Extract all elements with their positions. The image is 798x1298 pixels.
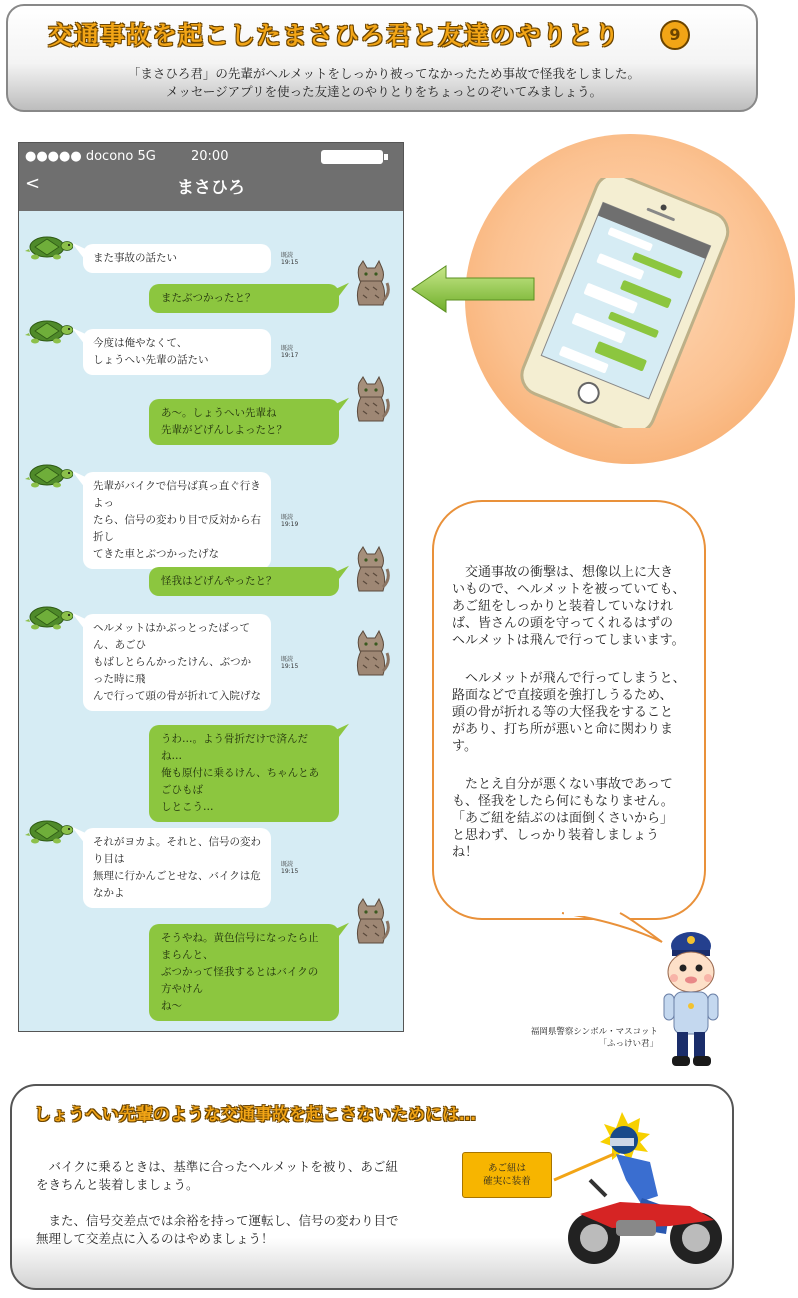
info-paragraph-3-line: 「あご紐を結ぶのは面倒くさいから」 <box>452 811 674 826</box>
message-text-line: ぶつかって怪我するとはバイクの方やけん <box>161 966 319 995</box>
info-paragraph-3 <box>452 776 692 861</box>
message-sent[interactable] <box>149 399 339 445</box>
tips-paragraph-2 <box>36 1212 436 1248</box>
message-text-line: 無理に行かんごとせな、バイクは危なかよ <box>93 870 261 899</box>
header-subtitle-line1: 「まさひろ君」の先輩がヘルメットをしっかり被ってなかったため事故で怪我をしました。 <box>127 66 641 81</box>
message-text-line: またぶつかったと？ <box>161 292 256 304</box>
read-receipt <box>281 514 298 528</box>
read-label: 既読 <box>281 345 294 352</box>
header-banner <box>6 4 758 112</box>
message-text-line: そうやね。黄色信号になったら止まらんと、 <box>161 932 319 961</box>
back-button[interactable]: < <box>25 173 41 194</box>
turtle-avatar-icon <box>25 315 73 345</box>
page-title: 交通事故を起こしたまさひろ君と友達のやりとり <box>48 21 621 50</box>
friend-avatar <box>25 601 73 635</box>
message-text-line: てきた車とぶつかったげな <box>93 548 219 560</box>
user-avatar <box>349 629 391 683</box>
message-text-line: 先輩がどげんしよったと？ <box>161 424 287 436</box>
info-paragraph-2-line: ヘルメットが飛んで行ってしまうと、 <box>452 671 686 686</box>
message-sent[interactable] <box>149 924 339 1021</box>
chat-screen <box>18 142 404 1032</box>
info-paragraph-3-line: ね！ <box>452 845 479 860</box>
message-text-line: たら、信号の変わり目で反対から右折し <box>93 514 261 543</box>
cat-avatar-icon <box>349 375 391 425</box>
info-paragraph-3-line: と思わず、しっかり装着しましょう <box>452 828 659 843</box>
tips-paragraph-1-line: をきちんと装着しましょう。 <box>36 1177 199 1192</box>
message-received[interactable] <box>83 244 271 273</box>
turtle-avatar-icon <box>25 459 73 489</box>
tips-paragraph-1-line: バイクに乗るときは、基準に合ったヘルメットを被り、あご紐 <box>36 1159 398 1174</box>
arrow-left-icon <box>410 264 538 314</box>
read-receipt <box>281 345 298 359</box>
turtle-avatar-icon <box>25 601 73 631</box>
header-subtitle-line2: メッセージアプリを使った友達とのやりとりをちょっとのぞいてみましょう。 <box>165 84 603 99</box>
read-time: 19:15 <box>281 662 299 670</box>
tips-title: しょうへい先輩のような交通事故を起こさないためには… <box>34 1105 476 1125</box>
user-avatar <box>349 545 391 599</box>
episode-number: 9 <box>660 20 690 50</box>
read-time: 19:15 <box>281 868 299 875</box>
chin-strap-label-line1: あご紐は <box>487 1163 526 1174</box>
chin-strap-label-line2: 確実に装着 <box>483 1176 531 1187</box>
friend-avatar <box>25 815 73 849</box>
info-paragraph-3-line: も、怪我をしたら何にもなりません。 <box>452 794 674 809</box>
read-receipt <box>281 252 298 266</box>
info-paragraph-2-line: 路面などで直接頭を強打しうるため、 <box>452 688 673 703</box>
chin-strap-label <box>462 1152 552 1198</box>
mascot-caption <box>478 1026 658 1050</box>
tips-paragraph-2-line: また、信号交差点では余裕を持って運転し、信号の変わり目で <box>36 1213 399 1228</box>
message-text-line: んで行って頭の骨が折れて入院げな <box>93 690 261 702</box>
turtle-avatar-icon <box>25 815 73 845</box>
cat-avatar-icon <box>349 629 391 679</box>
message-text-line: ヘルメットはかぶっとったばってん、あごひ <box>93 622 250 651</box>
message-text-line: 今度は俺やなくて、 <box>93 337 188 349</box>
message-text-line: しょうへい先輩の話たい <box>93 354 209 366</box>
info-paragraph-2-line: があり、打ち所が悪いと命に関わりま <box>452 722 674 737</box>
message-sent[interactable] <box>149 284 339 313</box>
read-label: 既読 <box>281 655 294 663</box>
message-received[interactable] <box>83 472 271 569</box>
tips-paragraph-2-line: 無理して交差点に入るのはやめましょう！ <box>36 1231 274 1246</box>
message-text-line: 先輩がバイクで信号ば真っ直ぐ行きよっ <box>93 480 261 509</box>
user-avatar <box>349 897 391 951</box>
friend-avatar <box>25 231 73 265</box>
user-avatar <box>349 375 391 429</box>
info-paragraph-1-line: ば、皆さんの頭を守ってくれるはずの <box>452 616 674 631</box>
message-text-line: うわ…。よう骨折だけで済んだね… <box>161 733 308 762</box>
message-sent[interactable] <box>149 567 339 596</box>
message-text-line: 俺も原付に乗るけん、ちゃんとあごひもば <box>161 767 320 796</box>
read-receipt <box>281 656 298 670</box>
message-text-line: あ～。しょうへい先輩ね <box>161 407 277 419</box>
battery-tip <box>384 154 388 160</box>
message-text-line: それがヨカよ。それと、信号の変わり目は <box>93 836 261 865</box>
status-carrier: ●●●●● docono 5G <box>25 149 156 164</box>
friend-avatar <box>25 315 73 349</box>
message-received[interactable] <box>83 614 271 711</box>
battery-icon <box>321 150 383 164</box>
mascot-caption-line2: 「ふっけい君」 <box>598 1039 658 1049</box>
status-time: 20:00 <box>191 149 229 164</box>
message-text-line: ね～ <box>161 1000 182 1012</box>
user-avatar <box>349 259 391 313</box>
read-receipt <box>281 861 298 875</box>
friend-avatar <box>25 459 73 493</box>
cat-avatar-icon <box>349 545 391 595</box>
phone-illustration <box>505 178 745 428</box>
message-text-line: しとこう… <box>161 801 214 813</box>
info-callout <box>432 500 706 920</box>
info-paragraph-1-line: 交通事故の衝撃は、想像以上に大き <box>452 565 674 580</box>
read-time: 19:19 <box>281 520 299 528</box>
chat-title: まさひろ <box>177 178 245 198</box>
callout-tail <box>560 912 670 948</box>
info-paragraph-2-line: 頭の骨が折れる等の大怪我をすること <box>452 705 674 720</box>
info-paragraph-1-line: ヘルメットは飛んで行ってしまいます。 <box>452 633 685 648</box>
message-received[interactable] <box>83 828 271 908</box>
tips-paragraph-1 <box>36 1158 436 1194</box>
mascot-fukkei-kun <box>660 928 722 1070</box>
cat-avatar-icon <box>349 897 391 947</box>
motorcycle-rider-illustration <box>550 1110 730 1274</box>
info-paragraph-2-line: す。 <box>452 739 477 754</box>
turtle-avatar-icon <box>25 231 73 261</box>
info-paragraph-1-line: いもので、ヘルメットを被っていても、 <box>452 582 686 597</box>
message-text-line: また事故の話たい <box>93 252 177 264</box>
info-paragraph-3-line: たとえ自分が悪くない事故であって <box>452 777 673 792</box>
read-time: 19:15 <box>281 258 299 266</box>
info-paragraph-2 <box>452 670 692 755</box>
read-label: 既読 <box>281 861 294 868</box>
read-label: 既読 <box>281 251 294 259</box>
cat-avatar-icon <box>349 259 391 309</box>
message-received[interactable] <box>83 329 271 375</box>
chat-header-bar <box>19 143 403 211</box>
message-text-line: もばしとらんかったけん、ぶつかった時に飛 <box>93 656 252 685</box>
read-label: 既読 <box>281 513 294 521</box>
message-sent[interactable] <box>149 725 339 822</box>
message-text-line: 怪我はどげんやったと？ <box>161 575 277 587</box>
mascot-caption-line1: 福岡県警察シンボル・マスコット <box>530 1027 658 1037</box>
info-paragraph-1-line: あご紐をしっかりと装着していなけれ <box>452 599 674 614</box>
info-paragraph-1 <box>452 564 692 649</box>
read-time: 19:17 <box>281 352 299 359</box>
